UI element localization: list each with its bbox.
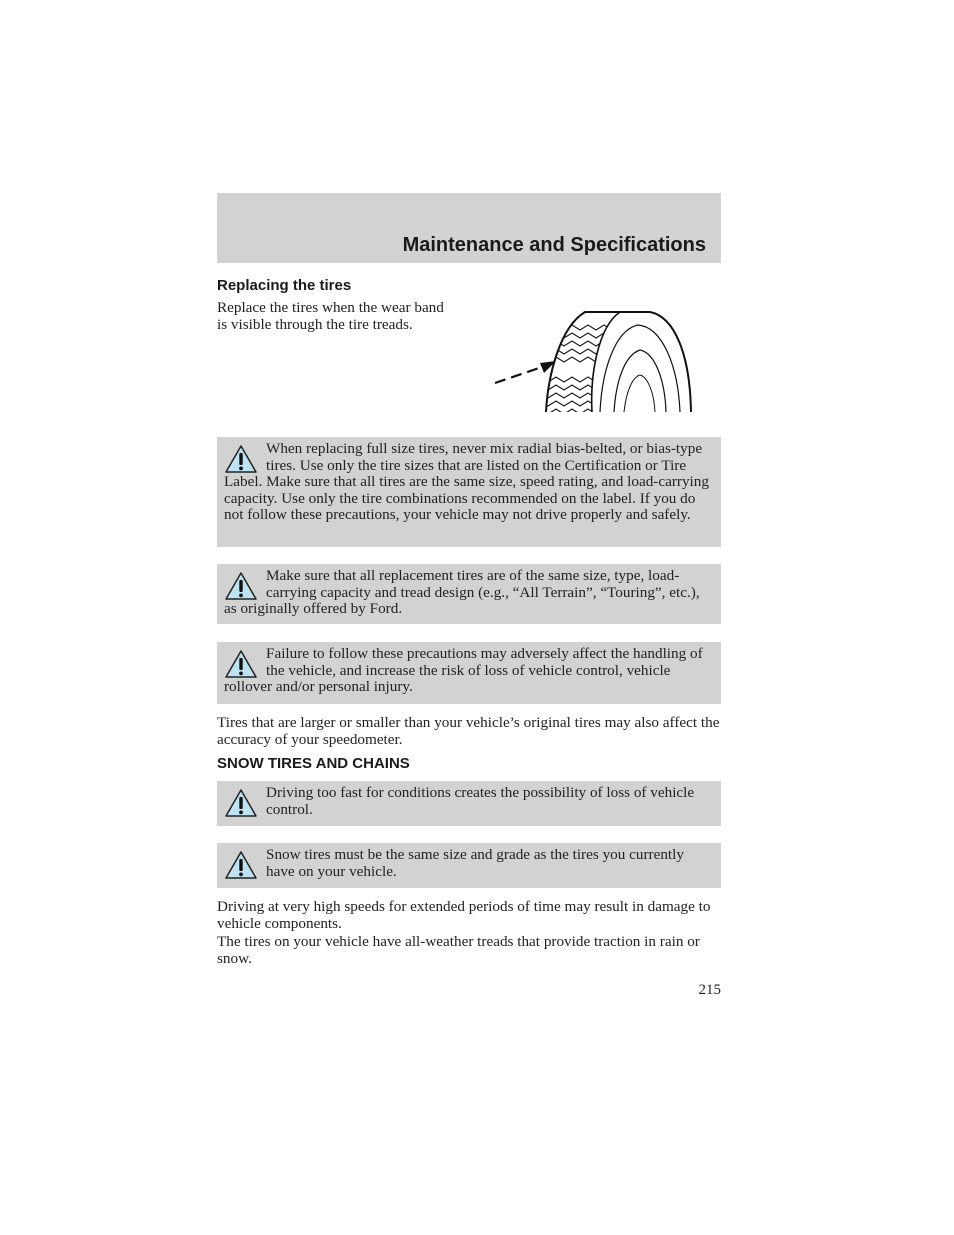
header-band bbox=[217, 193, 721, 263]
warning-triangle-icon bbox=[224, 571, 258, 601]
warning-triangle-icon bbox=[224, 788, 258, 818]
warning-text: Snow tires must be the same size and grade as the tires you currently have on your vehicle. bbox=[266, 846, 684, 880]
tire-icon bbox=[490, 305, 695, 415]
warning-text: Driving too fast for conditions creates the possibility of loss of vehicle control. bbox=[266, 784, 695, 818]
warning-box bbox=[217, 843, 721, 888]
section-heading-snow: SNOW TIRES AND CHAINS bbox=[217, 755, 410, 772]
warning-box bbox=[217, 564, 721, 624]
warning-triangle-icon bbox=[224, 444, 258, 474]
high-speed-paragraph: Driving at very high speeds for extended periods of time may result in damage to vehicle components. bbox=[217, 898, 711, 932]
warning-box bbox=[217, 781, 721, 826]
warning-box bbox=[217, 437, 721, 547]
page-title: Maintenance and Specifications bbox=[402, 234, 706, 256]
warning-text: When replacing full size tires, never mix radial bias-belted, or bias-type tires. Use only the tire sizes that are listed on the Certification or Tire Label. Make sure that all tires are the same size, speed rating, and load-carrying capacity. Use only the tire combinations recommended on the label. If you do not follow these precautions, your vehicle may not drive properly and safely. bbox=[224, 440, 709, 523]
warning-triangle-icon bbox=[224, 850, 258, 880]
speedometer-paragraph: Tires that are larger or smaller than your vehicle’s original tires may also affect the accuracy of your speedometer. bbox=[217, 714, 720, 748]
replacing-intro-text: Replace the tires when the wear band is visible through the tire treads. bbox=[217, 299, 444, 333]
page-number: 215 bbox=[698, 982, 721, 998]
warning-text: Failure to follow these precautions may adversely affect the handling of the vehicle, and increase the risk of loss of vehicle control, vehicle rollover and/or personal injury. bbox=[224, 645, 703, 695]
warning-triangle-icon bbox=[224, 649, 258, 679]
warning-text: Make sure that all replacement tires are of the same size, type, load-carrying capacity and tread design (e.g., “All Terrain”, “Touring”, etc.), as originally offered by Ford. bbox=[224, 567, 700, 617]
tire-illustration bbox=[490, 305, 695, 415]
section-heading-replacing: Replacing the tires bbox=[217, 277, 352, 294]
all-weather-paragraph: The tires on your vehicle have all-weather treads that provide traction in rain or snow. bbox=[217, 933, 700, 967]
warning-box bbox=[217, 642, 721, 704]
